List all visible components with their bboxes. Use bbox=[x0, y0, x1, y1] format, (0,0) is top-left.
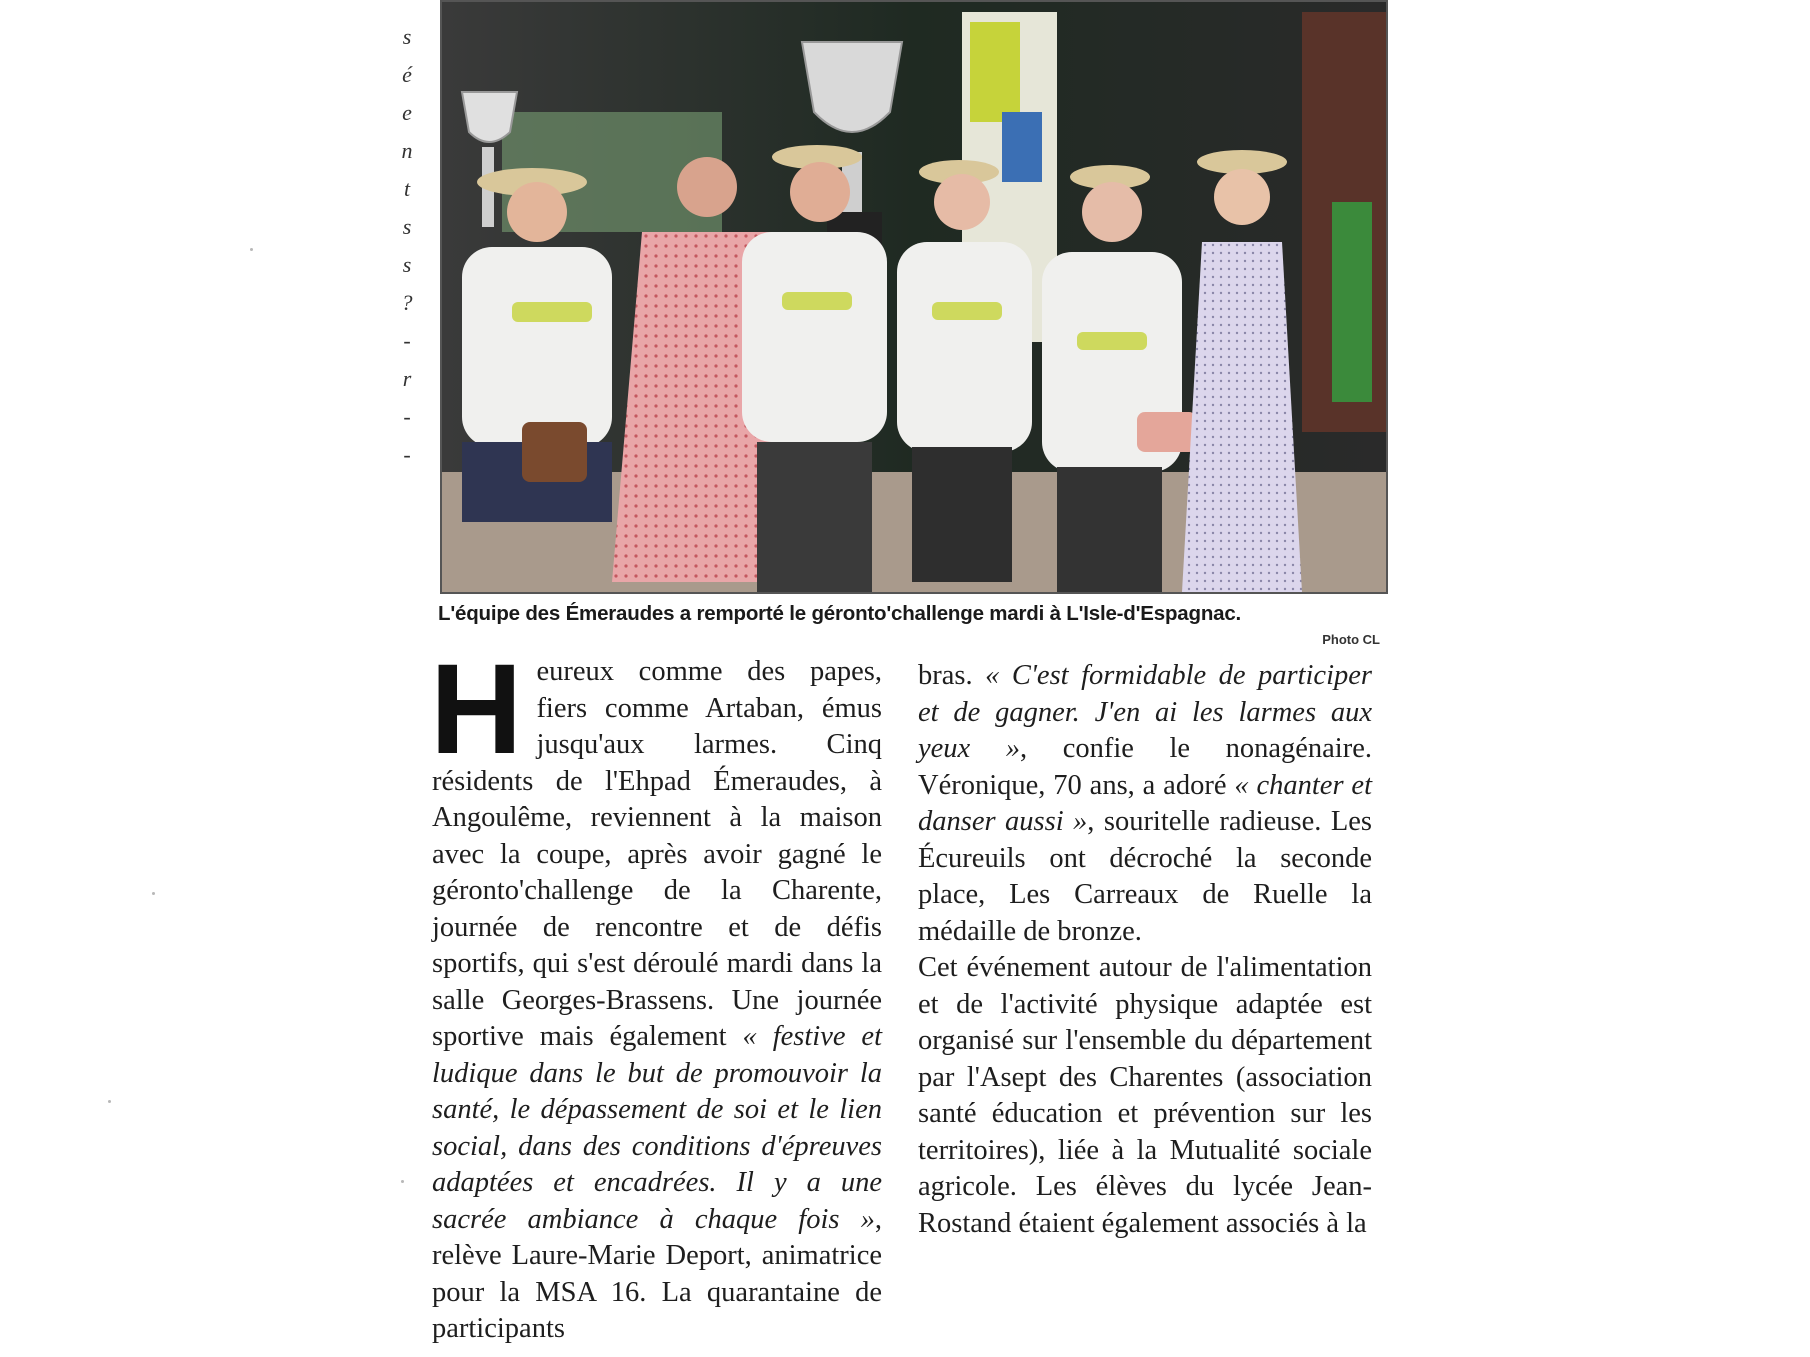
margin-letter: - bbox=[403, 442, 411, 467]
photo-caption: L'équipe des Émeraudes a remporté le géronto'challenge mardi à L'Isle-d'Espagnac. bbox=[438, 602, 1242, 625]
margin-letter: t bbox=[403, 176, 411, 201]
article-paragraph bbox=[918, 658, 1372, 950]
scan-speck bbox=[401, 1180, 404, 1183]
margin-letter: s bbox=[402, 252, 412, 277]
previous-column-fragment bbox=[398, 18, 416, 474]
text-run: bras. bbox=[918, 660, 986, 691]
article-paragraph: Cet événement autour de l'alimentation et de l'activité physique adaptée est organisé sur l'ensemble du département par l'Asept des Charentes (association santé éducation et prévention sur les territoires), liée à la Mutualité sociale agricole. Les élèves du lycée Jean-Rostand étaient également associés à la bbox=[918, 952, 1372, 1239]
drop-cap: H bbox=[430, 638, 523, 781]
article-column-2 bbox=[918, 658, 1372, 1242]
margin-letter: s bbox=[402, 24, 412, 49]
article-column-1 bbox=[430, 638, 882, 1348]
team-photo-illustration bbox=[442, 2, 1386, 592]
team-photo bbox=[440, 0, 1388, 594]
margin-letter: - bbox=[403, 404, 411, 429]
background-person bbox=[1332, 202, 1372, 402]
text-run: eureux comme des papes, fiers comme Artaban, émus jusqu'aux larmes. Cinq résidents de l'Ehpad Émeraudes, à Angoulême, reviennent à la maison avec la coupe, après avoir gagné le géronto'challenge de la Charente, journée de rencontre et de défis sportifs, qui s'est déroulé mardi dans la salle Georges-Brassens. Une journée sportive mais également bbox=[432, 656, 882, 1052]
margin-letter: r bbox=[402, 366, 412, 391]
quote: « C'est formidable de participer et de gagner. J'en ai les larmes aux yeux » bbox=[918, 660, 1372, 764]
quote: « chanter et danser aussi » bbox=[918, 769, 1372, 837]
margin-letter: - bbox=[403, 328, 411, 353]
margin-letter: n bbox=[401, 138, 413, 163]
margin-letter: s bbox=[402, 214, 412, 239]
quote: « festive et ludique dans le but de promouvoir la santé, le dépassement de soi et le lien social, dans des conditions d'épreuves adaptées et encadrées. Il y a une sacrée ambiance à chaque fois » bbox=[432, 1021, 882, 1235]
text-run: , relève Laure-Marie Deport, animatrice pour la MSA 16. La quarantaine de participants bbox=[432, 1203, 882, 1344]
photo-credit: Photo CL bbox=[1322, 632, 1380, 647]
text-run: , confie le nonagénaire. Véronique, 70 ans, a adoré bbox=[918, 733, 1372, 801]
scan-speck bbox=[250, 248, 253, 251]
margin-letter: é bbox=[402, 62, 412, 87]
scan-speck bbox=[108, 1100, 111, 1103]
text-run: , souritelle radieuse. Les Écureuils ont décroché la seconde place, Les Carreaux de Ruelle la médaille de bronze. bbox=[918, 806, 1372, 947]
scan-speck bbox=[152, 892, 155, 895]
margin-letter: e bbox=[402, 100, 412, 125]
margin-letter: ? bbox=[401, 290, 413, 315]
